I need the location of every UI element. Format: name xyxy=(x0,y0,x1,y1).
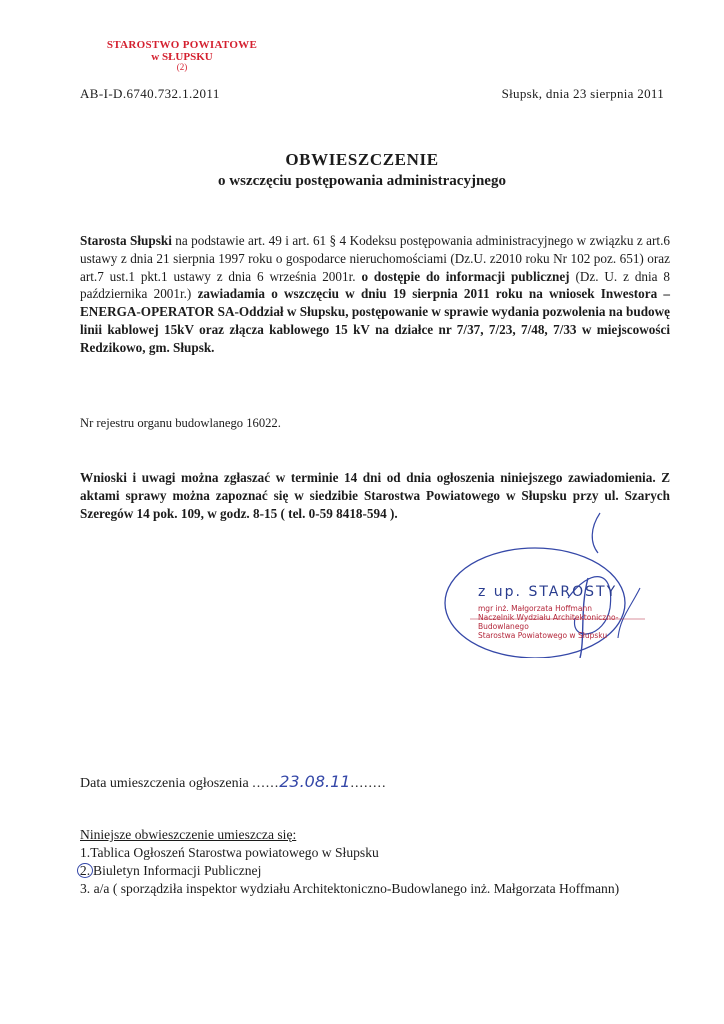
comments-paragraph: Wnioski i uwagi można zgłaszać w terminie 14 dni od dnia ogłoszenia niniejszego zawiadomienia. Z aktami sprawy można zapoznać się w siedzibie Starostwa Powiatowego w Słupsku przy ul. Szarych Szeregów 14 pok. 109, w godz. 8-15 ( tel. 0-59 8418-594 ). xyxy=(80,470,670,521)
document-title: OBWIESZCZENIE xyxy=(285,150,439,169)
document-subtitle: o wszczęciu postępowania administracyjnego xyxy=(218,173,506,189)
signature-office: Starostwa Powiatowego w Słupsku xyxy=(478,631,608,640)
signature-details xyxy=(478,604,653,640)
stamp-line-1: STAROSTWO POWIATOWE xyxy=(106,39,258,51)
distribution-list xyxy=(80,826,619,898)
dots-before: ...... xyxy=(252,776,280,791)
place-and-date: Słupsk, dnia 23 sierpnia 2011 xyxy=(501,86,664,101)
legal-basis-text: na podstawie art. 49 i art. 61 § 4 Kodeksu postępowania administracyjnego w związku z art.6 ustawy z dnia 21 sierpnia 1997 roku o gospodarce nieruchomościami (Dz.U. z2010 roku Nr 102 poz. 651) oraz art.7 ust.1 pkt.1 ustawy z dnia 6 września 2001r. xyxy=(80,233,670,284)
main-paragraph xyxy=(80,232,670,357)
handwritten-date: 23.08.11 xyxy=(279,772,351,791)
signature-on-behalf: z up. STAROSTY xyxy=(478,584,618,600)
distribution-item-2 xyxy=(80,862,619,880)
stamp-line-3: (2) xyxy=(176,62,188,73)
posting-date-label: Data umieszczenia ogłoszenia xyxy=(80,776,253,791)
notice-content: zawiadamia o wszczęciu w dniu 19 sierpnia 2011 roku na wniosek Inwestora – ENERGA-OPERATOR SA-Oddział w Słupsku, postępowanie w sprawie wydania pozwolenia na budowę linii kablowej 15kV oraz złącza kablowego 15 kV na działce nr 7/37, 7/23, 7/48, 7/33 w miejscowości Redzikowo, gm. Słupsk. xyxy=(80,286,670,355)
reference-number: AB-I-D.6740.732.1.2011 xyxy=(80,86,220,101)
public-info-act: o dostępie do informacji publicznej xyxy=(361,268,570,284)
distribution-item-2-text: Biuletyn Informacji Publicznej xyxy=(93,863,262,878)
register-number: Nr rejestru organu budowlanego 16022. xyxy=(80,416,281,430)
journal-ref: (Dz. U. z dnia 8 października 2001r.) xyxy=(80,268,670,302)
authority-name: Starosta Słupski xyxy=(80,233,172,248)
signature-name: mgr inż. Małgorzata Hoffmann xyxy=(478,604,592,613)
signature-position: Naczelnik Wydziału Architektoniczno-Budowlanego xyxy=(478,613,619,631)
dots-after: ........ xyxy=(350,776,387,791)
stamp-line-2: w SŁUPSKU xyxy=(151,50,213,63)
posting-date-line xyxy=(80,772,386,792)
distribution-item-3: 3. a/a ( sporządziła inspektor wydziału Architektoniczno-Budowlanego inż. Małgorzata Hoffmann) xyxy=(80,881,620,896)
distribution-item-1: 1.Tablica Ogłoszeń Starostwa powiatowego w Słupsku xyxy=(80,845,379,860)
distribution-heading: Niniejsze obwieszczenie umieszcza się: xyxy=(80,827,297,842)
office-stamp xyxy=(92,40,272,73)
circled-number: 2. xyxy=(77,863,93,878)
